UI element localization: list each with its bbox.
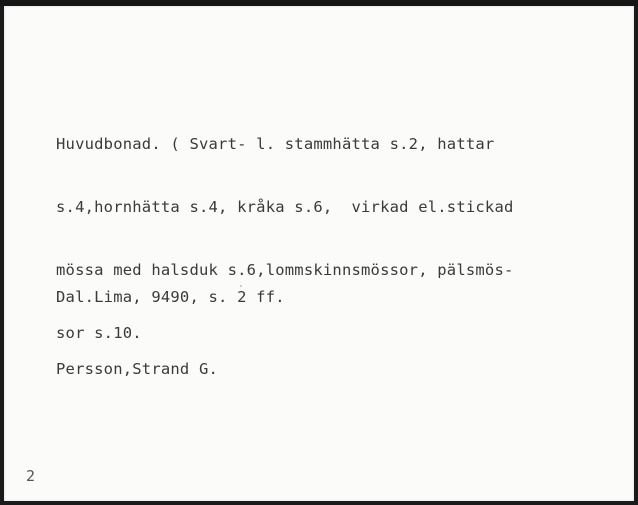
index-card bbox=[4, 6, 634, 501]
card-number: 2 bbox=[26, 467, 36, 485]
description-line: s.4,hornhätta s.4, kråka s.6, virkad el.stickad bbox=[56, 198, 514, 216]
description-line: mössa med halsduk s.6,lommskinnsmössor, pälsmös- bbox=[56, 261, 514, 279]
reference-text bbox=[56, 237, 285, 429]
paper-speck bbox=[240, 285, 242, 287]
reference-line: Persson,Strand G. bbox=[56, 360, 219, 378]
description-line: sor s.10. bbox=[56, 324, 142, 342]
description-line: Huvudbonad. ( Svart- l. stammhätta s.2, hattar bbox=[56, 135, 495, 153]
reference-line: Dal.Lima, 9490, s. 2 ff. bbox=[56, 288, 285, 306]
